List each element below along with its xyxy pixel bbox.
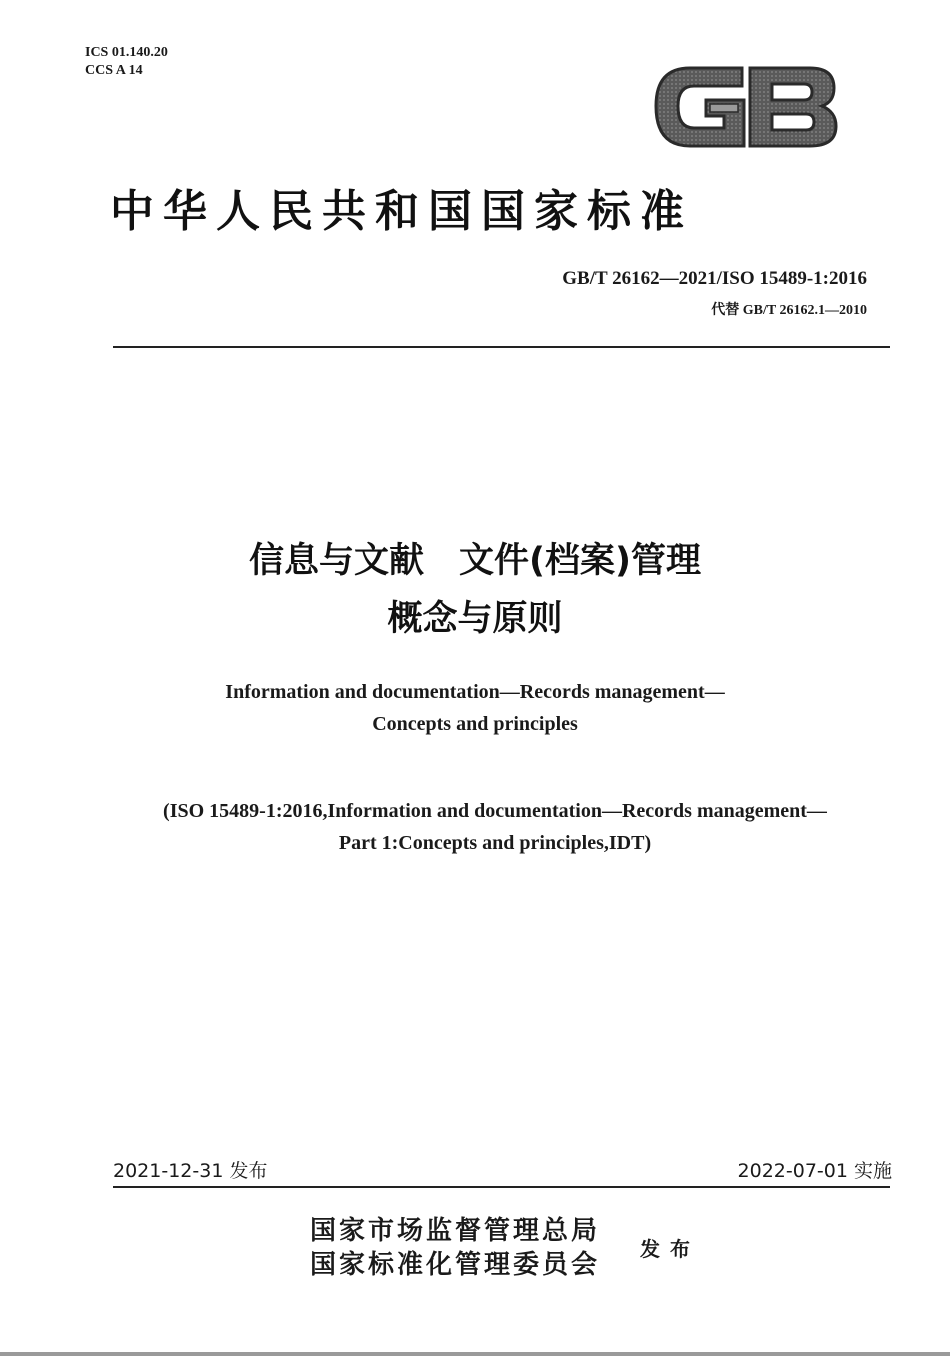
gb-logo xyxy=(650,58,840,156)
chinese-title-line-1: 信息与文献 文件(档案)管理 xyxy=(249,541,701,581)
publisher-1: 国家市场监督管理总局 xyxy=(310,1216,601,1246)
classification-codes xyxy=(85,44,168,80)
replaced-standard: 代替 GB/T 26162.1—2010 xyxy=(711,303,867,318)
national-standard-title: 中华人民共和国国家标准 xyxy=(110,186,693,237)
english-title xyxy=(0,676,950,740)
logo-letter-b-shape xyxy=(750,68,836,146)
page-edge xyxy=(0,1352,950,1356)
publish-label: 发布 xyxy=(640,1237,700,1261)
publisher-2: 国家标准化管理委员会 xyxy=(310,1250,601,1280)
ics-code: ICS 01.140.20 xyxy=(85,45,168,60)
chinese-title xyxy=(0,532,950,648)
iso-reference xyxy=(0,795,950,859)
iso-reference-line-2: Part 1:Concepts and principles,IDT) xyxy=(338,832,652,854)
header-divider xyxy=(113,346,890,348)
chinese-title-line-2: 概念与原则 xyxy=(387,599,563,639)
issue-date: 2021-12-31 发布 xyxy=(113,1160,268,1182)
english-title-line-2: Concepts and principles xyxy=(372,713,578,735)
iso-reference-line-1: (ISO 15489-1:2016,Information and documentation—Records management— xyxy=(163,800,827,822)
english-title-line-1: Information and documentation—Records management— xyxy=(225,681,725,703)
publisher-list xyxy=(310,1214,600,1282)
footer-divider xyxy=(113,1186,890,1188)
gb-logo-mark xyxy=(650,58,840,156)
ccs-code: CCS A 14 xyxy=(85,63,143,78)
logo-g-highlight xyxy=(710,104,738,112)
standard-number: GB/T 26162—2021/ISO 15489-1:2016 xyxy=(562,268,867,289)
implementation-date: 2022-07-01 实施 xyxy=(737,1160,892,1182)
